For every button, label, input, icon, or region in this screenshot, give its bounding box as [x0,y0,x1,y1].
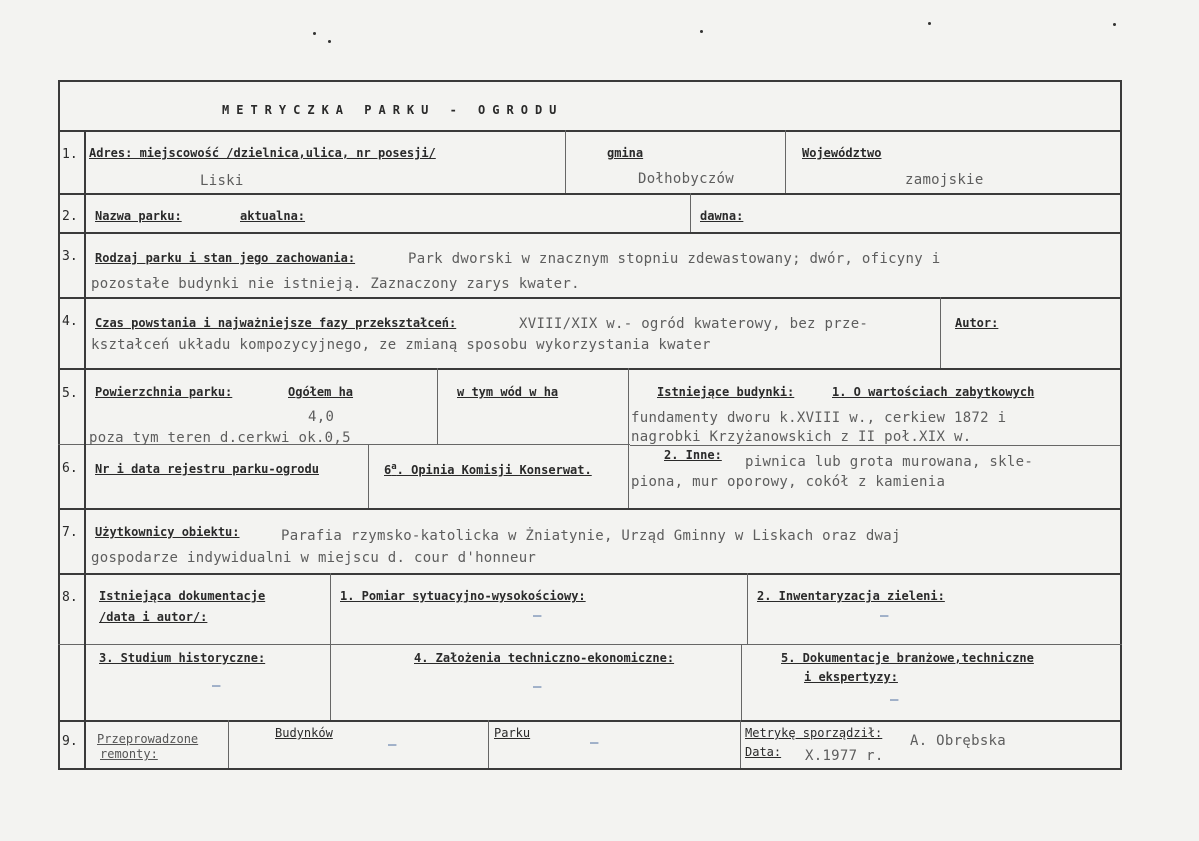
author-label: Autor: [955,316,999,330]
divider [58,130,1122,132]
greenery-inventory-value: — [880,608,889,624]
former-name-label: dawna: [700,209,744,223]
historic-buildings-value-line2: nagrobki Krzyżanowskich z II poł.XIX w. [631,429,972,445]
area-note: poza tym teren d.cerkwi ok.0,5 [89,430,351,446]
historical-study-value: — [212,678,221,694]
divider [58,720,1122,722]
documentation-label-line1: Istniejąca dokumentacje [99,589,266,603]
history-phases-value-line1: XVIII/XIX w.- ogród kwaterowy, bez prze- [519,316,869,332]
column-rule [228,720,229,768]
column-rule [437,368,438,444]
column-rule [488,720,489,768]
opinion-text: . Opinia Komisji Konserwat. [396,463,592,477]
park-type-label: Rodzaj parku i stan jego zachowania: [95,251,356,265]
survey-value: — [533,608,542,624]
divider [58,232,1122,234]
total-area-value: 4,0 [308,409,335,425]
register-label: Nr i data rejestru parku-ogrodu [95,462,319,476]
row-number: 6. [62,461,78,476]
current-name-label: aktualna: [240,209,306,223]
greenery-inventory-label: 2. Inwentaryzacja zieleni: [757,589,945,603]
prepared-by-value: A. Obrębska [910,733,1007,749]
total-area-label: Ogółem ha [288,385,354,399]
opinion-superscript: a [391,462,397,472]
divider [630,445,1120,446]
speck [313,32,316,35]
gmina-label: gmina [607,146,644,160]
history-phases-value-line2: kształceń układu kompozycyjnego, ze zmianą sposobu wykorzystania kwater [91,337,711,353]
existing-buildings-label: Istniejące budynki: [657,385,795,399]
divider [58,573,1122,575]
column-rule [747,573,748,644]
divider [58,297,1122,299]
opinion-number: 6 [384,463,392,477]
speck [928,22,931,25]
column-rule [330,644,331,720]
divider [58,508,1122,510]
column-rule [565,130,566,193]
survey-label: 1. Pomiar sytuacyjno-wysokościowy: [340,589,586,603]
form-title: METRYCZKA PARKU - OGRODU [222,103,564,117]
branch-docs-value: — [890,692,899,708]
renovated-park-value: — [590,735,599,751]
technical-economic-label: 4. Założenia techniczno-ekonomiczne: [414,651,675,665]
renovated-buildings-label: Budynków [275,726,333,740]
date-label: Data: [745,745,782,759]
users-value-line2: gospodarze indywidualni w miejscu d. cour d'honneur [91,550,537,566]
column-rule [940,297,941,368]
technical-economic-value: — [533,679,542,695]
speck [328,40,331,43]
row-number: 8. [62,590,78,605]
divider [58,193,1122,195]
number-column-rule [84,130,86,770]
row-number: 5. [62,386,78,401]
branch-docs-label-line1: 5. Dokumentacje branżowe,techniczne [781,651,1034,665]
park-name-label: Nazwa parku: [95,209,182,223]
renovated-park-label: Parku [494,726,531,740]
divider [58,368,1122,370]
column-rule [741,644,742,720]
column-rule [628,368,629,508]
row-number: 7. [62,525,78,540]
opinion-label [384,460,592,477]
renovated-buildings-value: — [388,737,397,753]
speck [700,30,703,33]
row-number: 3. [62,249,78,264]
park-type-value-line2: pozostałe budynki nie istnieją. Zaznaczony zarys kwater. [91,276,580,292]
area-label: Powierzchnia parku: [95,385,233,399]
park-type-value-line1: Park dworski w znacznym stopniu zdewastowany; dwór, oficyny i [408,251,941,267]
column-rule [785,130,786,193]
column-rule [368,444,369,508]
address-value: Liski [200,173,244,189]
prepared-by-label: Metrykę sporządził: [745,726,883,740]
users-value-line1: Parafia rzymsko-katolicka w Żniatynie, Urząd Gminny w Liskach oraz dwaj [281,528,901,544]
historical-study-label: 3. Studium historyczne: [99,651,266,665]
users-label: Użytkownicy obiektu: [95,525,240,539]
row-number: 2. [62,209,78,224]
column-rule [690,193,691,232]
documentation-label-line2: /data i autor/: [99,610,208,624]
gmina-value: Dołhobyczów [638,171,735,187]
column-rule [740,720,741,768]
branch-docs-label-line2: i ekspertyzy: [804,670,898,684]
other-buildings-label: 2. Inne: [664,448,722,462]
divider [58,644,1122,645]
column-rule [330,573,331,644]
history-phases-label: Czas powstania i najważniejsze fazy przekształceń: [95,316,457,330]
water-area-label: w tym wód w ha [457,385,559,399]
row-number: 4. [62,314,78,329]
historic-buildings-value-line1: fundamenty dworu k.XVIII w., cerkiew 1872 i [631,410,1007,426]
date-value: X.1977 r. [805,748,884,764]
voivodeship-value: zamojskie [905,172,984,188]
voivodeship-label: Województwo [802,146,882,160]
historic-buildings-label: 1. O wartościach zabytkowych [832,385,1035,399]
renovations-label-line1: Przeprowadzone [97,732,199,746]
renovations-label-line2: remonty: [100,747,158,761]
other-buildings-value-line1: piwnica lub grota murowana, skle- [745,454,1034,470]
row-number: 9. [62,734,78,749]
address-label: Adres: miejscowość /dzielnica,ulica, nr posesji/ [89,146,436,160]
speck [1113,23,1116,26]
row-number: 1. [62,147,78,162]
other-buildings-value-line2: piona, mur oporowy, cokół z kamienia [631,474,946,490]
